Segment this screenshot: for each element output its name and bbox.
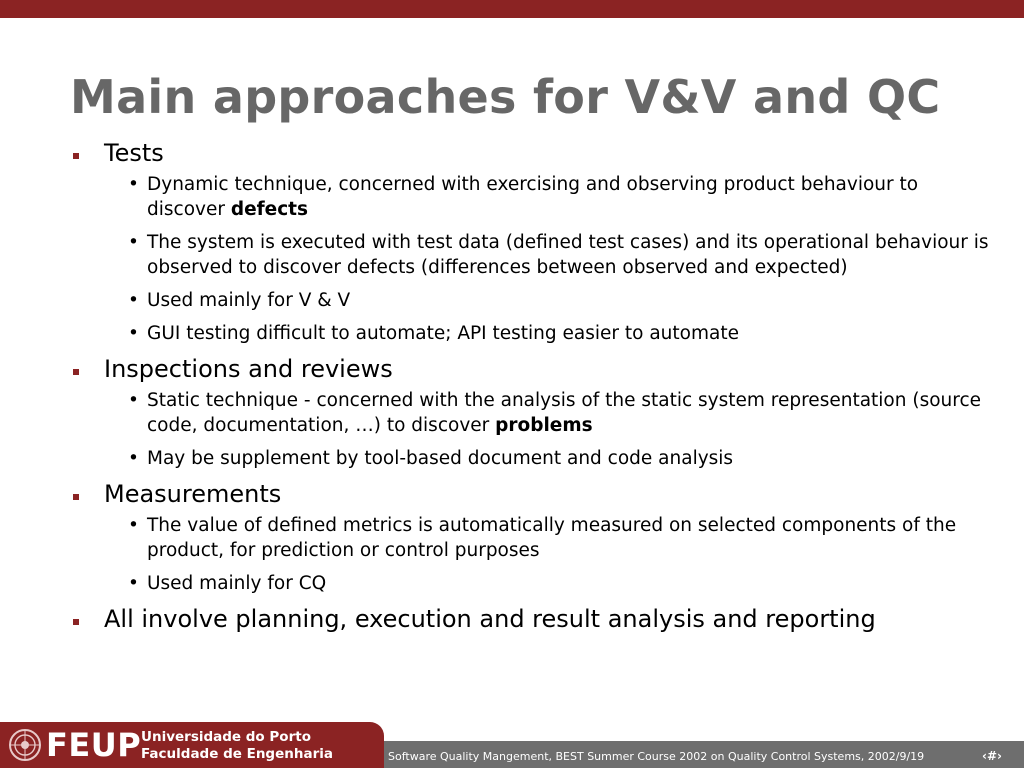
dot-bullet-icon: • [128,232,139,253]
sub-bullet-item [104,446,990,471]
sub-bullet-text: Used mainly for V & V [147,290,351,311]
bullet-item [70,604,990,634]
square-bullet-icon [73,153,79,159]
dot-bullet-icon: • [128,323,139,344]
footer-caption: Software Quality Mangement, BEST Summer Course 2002 on Quality Control Systems, 2002/9/19 [388,750,925,763]
dot-bullet-icon: • [128,448,139,469]
footer [0,722,1024,768]
sub-bullet-text: Used mainly for CQ [147,573,327,594]
university-seal-icon [8,728,42,762]
dot-bullet-icon: • [128,390,139,411]
square-bullet-icon [73,369,79,375]
sub-bullet-text: Dynamic technique, concerned with exercising and observing product behaviour to discover [147,174,919,220]
square-bullet-icon [73,494,79,500]
sub-bullet-item [104,288,990,313]
emphasis-text: problems [495,415,593,436]
faculty-name: Faculdade de Engenharia [141,746,333,762]
sub-bullet-list [104,172,990,346]
sub-bullet-text: The system is executed with test data (defined test cases) and its operational behaviour is observed to discover defects (differences between observed and expected) [147,232,989,278]
bullet-text: Inspections and reviews [104,355,393,383]
sub-bullet-text: May be supplement by tool-based document and code analysis [147,448,734,469]
sub-bullet-text: GUI testing difficult to automate; API testing easier to automate [147,323,739,344]
sub-bullet-list [104,513,990,596]
bullet-item [70,138,990,346]
sub-bullet-item [104,172,990,222]
sub-bullet-list [104,388,990,471]
sub-bullet-item [104,513,990,563]
sub-bullet-item [104,388,990,438]
university-name: Universidade do Porto [141,729,311,745]
dot-bullet-icon: • [128,515,139,536]
sub-bullet-item [104,230,990,280]
bullet-item [70,354,990,471]
feup-wordmark: FEUP [46,726,142,764]
bullet-text: All involve planning, execution and result analysis and reporting [104,605,876,633]
slide-title: Main approaches for V&V and QC [70,70,941,124]
feup-logo [0,722,384,768]
sub-bullet-item [104,321,990,346]
dot-bullet-icon: • [128,573,139,594]
sub-bullet-text: The value of defined metrics is automatically measured on selected components of the product, for prediction or control purposes [147,515,957,561]
dot-bullet-icon: • [128,174,139,195]
sub-bullet-item [104,571,990,596]
slide-body [70,138,990,634]
emphasis-text: defects [230,199,309,220]
sub-bullet-text: Static technique - concerned with the analysis of the static system representation (source code, documentation, …) to discover [147,390,981,436]
dot-bullet-icon: • [128,290,139,311]
bullet-item [70,479,990,596]
square-bullet-icon [73,619,79,625]
page-number: ‹#› [982,749,1002,763]
bullet-text: Measurements [104,480,282,508]
top-accent-bar [0,0,1024,18]
bullet-text: Tests [104,139,164,167]
